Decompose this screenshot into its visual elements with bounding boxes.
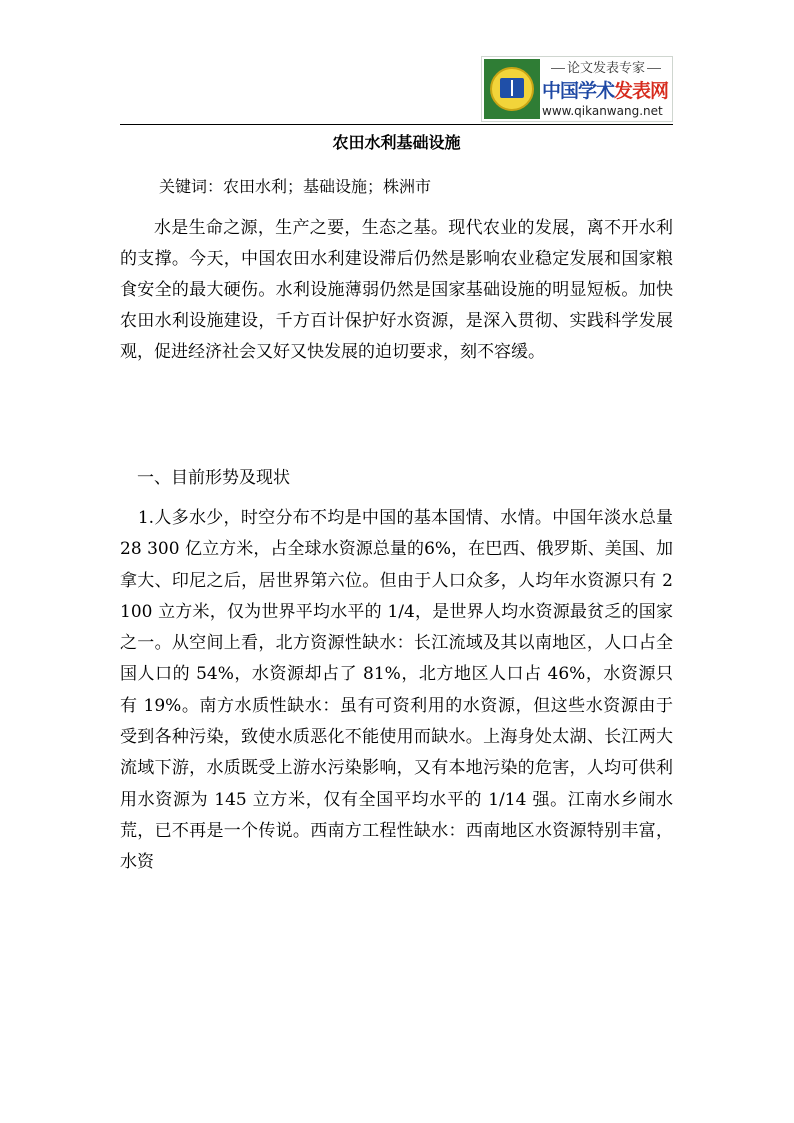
section-paragraph [120,503,673,879]
brand-part-blue: 中国学术 [542,80,615,102]
intro-paragraph-text: 水是生命之源，生产之要，生态之基。现代农业的发展，离不开水利的支撑。今天，中国农田水利建设滞后仍然是影响农业稳定发展和国家粮食安全的最大硬伤。水利设施薄弱仍然是国家基础设施的明显短板。加快农田水利设施建设，千方百计保护好水资源，是深入贯彻、实践科学发展观，促进经济社会又好又快发展的迫切要求，刻不容缓。 [120,218,673,362]
section-paragraph-text: 1.人多水少，时空分布不均是中国的基本国情、水情。中国年淡水总量 28 300 亿立方米，占全球水资源总量的6%，在巴西、俄罗斯、美国、加拿大、印尼之后，居世界第六位。但由于人口众多，人均年水资源只有 2 100 立方米，仅为世界平均水平的 1/4，是世界人均水资源最贫乏的国家之一。从空间上看，北方资源性缺水：长江流域及其以南地区，人口占全国人口的 54%，水资源却占了 81%，北方地区人口占 46%，水资源只有 19%。南方水质性缺水：虽有可资利用的水资源，但这些水资源由于受到各种污染，致使水质恶化不能使用而缺水。上海身处太湖、长江两大流域下游，水质既受上游水污染影响，又有本地污染的危害，人均可供利用水资源为 145 立方米，仅有全国平均水平的 1/14 强。江南水乡闹水荒，已不再是一个传说。西南方工程性缺水：西南地区水资源特别丰富，水资 [120,508,673,873]
emblem-badge [484,59,540,119]
keywords-line: 关键词：农田水利；基础设施；株洲市 [159,177,432,196]
logo-brand-name [542,79,672,103]
logo-site-url: www.qikanwang.net [542,104,663,118]
document-title: 农田水利基础设施 [332,133,461,152]
brand-part-red: 发表网 [614,80,669,102]
site-logo [481,56,673,122]
logo-slogan: 论文发表专家 [542,60,670,78]
section-heading: 一、目前形势及现状 [137,468,290,488]
intro-paragraph [120,213,673,368]
header-divider [120,124,673,125]
book-emblem-icon [500,78,524,98]
